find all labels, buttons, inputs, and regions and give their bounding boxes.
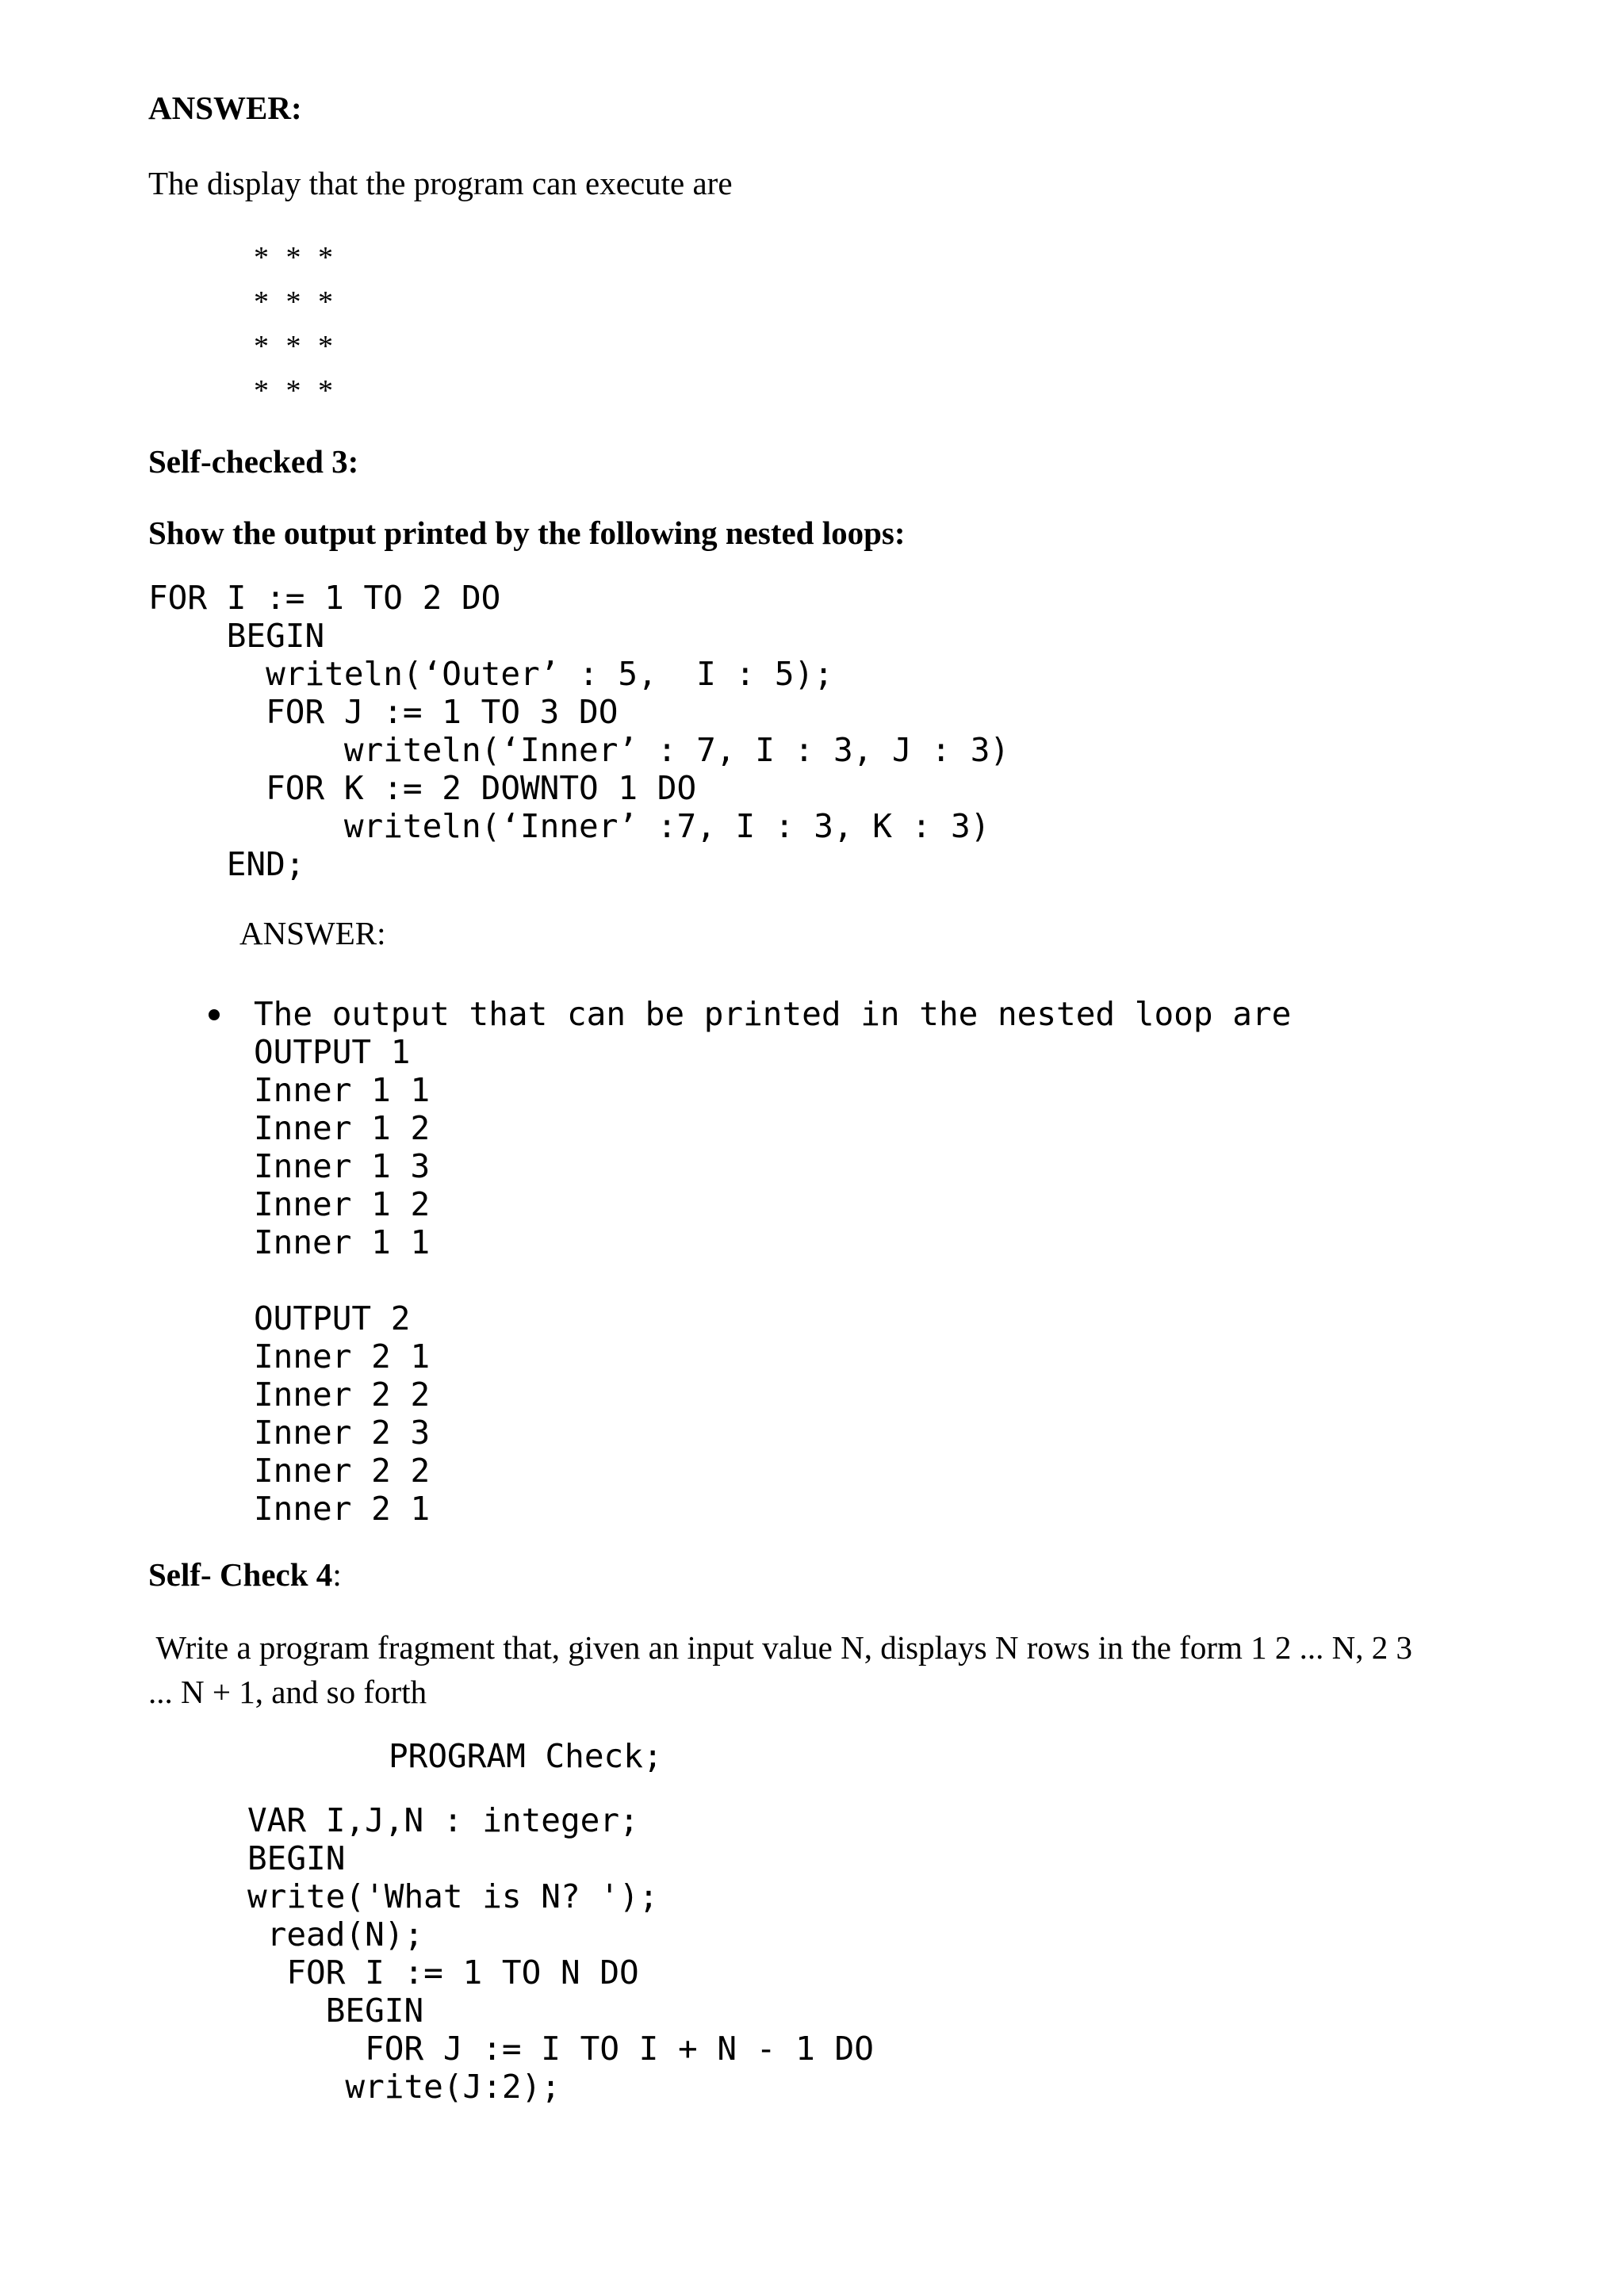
star-row: * * * (254, 374, 338, 408)
code-line: END; (148, 845, 305, 883)
self-checked-3-answer-label: ANSWER: (239, 915, 386, 951)
self-check-4-heading (148, 1556, 342, 1594)
code-line: VAR I,J,N : integer; (247, 1801, 639, 1839)
code-line: write(J:2); (247, 2068, 561, 2106)
program-title: PROGRAM Check; (389, 1737, 663, 1775)
code-line: FOR J := 1 TO 3 DO (148, 693, 619, 731)
star-row: * * * (254, 285, 338, 319)
code-line: BEGIN (247, 1992, 424, 2030)
code-line: writeln(‘Inner’ :7, I : 3, K : 3) (148, 807, 990, 845)
star-row: * * * (254, 241, 338, 274)
output-line: Inner 2 1 (254, 1490, 431, 1528)
code-line: writeln(‘Inner’ : 7, I : 3, J : 3) (148, 731, 1010, 769)
output-line: Inner 2 2 (254, 1376, 431, 1414)
self-checked-3-heading: Self-checked 3: (148, 443, 359, 480)
bullet-text: The output that can be printed in the nested loop are (254, 995, 1292, 1033)
self-check-4-heading-colon: : (332, 1556, 342, 1593)
output-listing (254, 995, 1291, 1528)
output-line: Inner 1 1 (254, 1223, 431, 1261)
code-line: FOR I := 1 TO 2 DO (148, 579, 501, 617)
output-line: Inner 1 2 (254, 1109, 431, 1147)
self-check-4-heading-text: Self- Check 4 (148, 1556, 333, 1593)
output-line: Inner 2 2 (254, 1452, 431, 1490)
self-check-4-question-line-1: Write a program fragment that, given an input value N, displays N rows in the form 1 2 ... N, 2 3 (148, 1629, 1412, 1666)
code-line: BEGIN (247, 1839, 346, 1877)
code-line: FOR K := 2 DOWNTO 1 DO (148, 769, 697, 807)
code-line: writeln(‘Outer’ : 5, I : 5); (148, 655, 833, 693)
answer-heading: ANSWER: (148, 90, 302, 126)
program-code (247, 1801, 874, 2106)
bullet-dot-icon (209, 1009, 220, 1020)
self-check-4-question-line-2: ... N + 1, and so forth (148, 1674, 427, 1710)
code-line: BEGIN (148, 617, 325, 655)
output-line: Inner 1 1 (254, 1071, 431, 1109)
star-row: * * * (254, 330, 338, 363)
output-line: OUTPUT 1 (254, 1033, 411, 1071)
output-line: Inner 2 3 (254, 1414, 431, 1452)
output-line: OUTPUT 2 (254, 1299, 411, 1337)
code-line: FOR J := I TO I + N - 1 DO (247, 2030, 874, 2068)
code-line: write('What is N? '); (247, 1877, 659, 1915)
answer-intro: The display that the program can execute are (148, 165, 733, 201)
output-line (254, 1261, 1291, 1299)
output-line: Inner 1 2 (254, 1185, 431, 1223)
output-line: Inner 2 1 (254, 1337, 431, 1376)
nested-loop-code (148, 579, 1009, 883)
self-checked-3-question: Show the output printed by the following nested loops: (148, 515, 906, 551)
code-line: FOR I := 1 TO N DO (247, 1954, 639, 1992)
output-line: Inner 1 3 (254, 1147, 431, 1185)
code-line: read(N); (247, 1915, 424, 1954)
